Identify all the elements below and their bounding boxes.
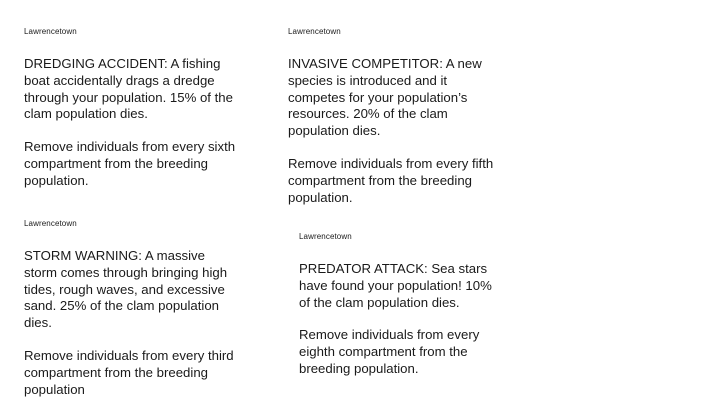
location-label: Lawrencetown — [24, 27, 77, 36]
location-label: Lawrencetown — [24, 219, 77, 228]
scenario-card-invasive-competitor — [288, 27, 503, 206]
event-description: STORM WARNING: A massive storm comes through bringing high tides, rough waves, and excessive sand. 25% of the clam population dies. — [24, 248, 228, 331]
action-instruction: Remove individuals from every sixth compartment from the breeding population. — [24, 139, 236, 188]
action-instruction: Remove individuals from every eighth compartment from the breeding population. — [299, 327, 480, 376]
event-description: DREDGING ACCIDENT: A fishing boat accidentally drags a dredge through your population. 15% of the clam population dies. — [24, 56, 233, 122]
scenario-card-predator-attack — [299, 232, 504, 378]
event-description: PREDATOR ATTACK: Sea stars have found your population! 10% of the clam population dies. — [299, 261, 492, 310]
action-instruction: Remove individuals from every fifth compartment from the breeding population. — [288, 155, 494, 205]
location-label: Lawrencetown — [288, 27, 341, 36]
action-instruction: Remove individuals from every third compartment from the breeding population — [24, 347, 234, 397]
scenario-card-dredging-accident — [24, 27, 239, 190]
location-label: Lawrencetown — [299, 232, 352, 241]
scenario-card-storm-warning — [24, 219, 239, 398]
event-description: INVASIVE COMPETITOR: A new species is introduced and it competes for your population’s resources. 20% of the clam population dies. — [288, 56, 482, 139]
